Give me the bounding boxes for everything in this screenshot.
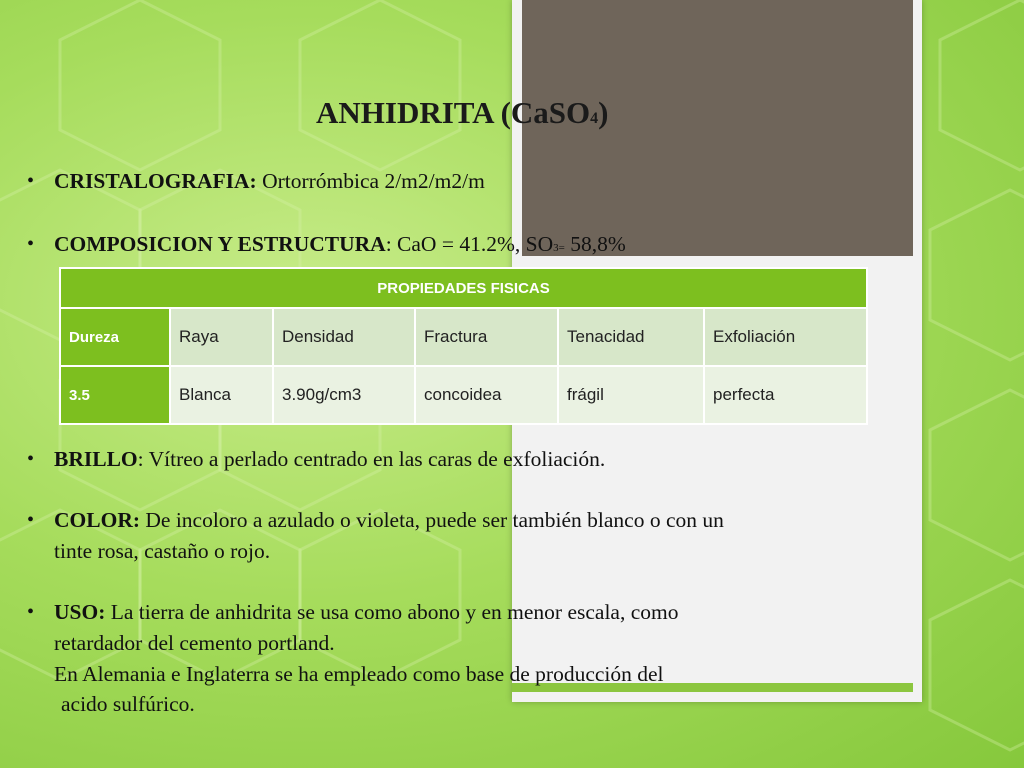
table-cell: Raya [170,308,273,366]
table-cell: Tenacidad [558,308,704,366]
bullet-cristalografia: • CRISTALOGRAFIA: Ortorrómbica 2/m2/m2/m [54,166,954,197]
table-cell: concoidea [415,366,558,424]
slide-title: ANHIDRITA (CaSO4) [316,95,609,130]
bullet-color: • COLOR: De incoloro a azulado o violeta, puede ser también blanco o con un tinte rosa, castaño o rojo. [54,505,954,567]
table-cell: perfecta [704,366,867,424]
table-cell: 3.5 [60,366,170,424]
table-header: PROPIEDADES FISICAS [60,268,867,308]
bullet-uso: • USO: La tierra de anhidrita se usa como abono y en menor escala, como retardador del cemento portland. En Alemania e Inglaterra se ha empleado como base de producción del [54,597,954,690]
bullet-brillo: • BRILLO: Vítreo a perlado centrado en las caras de exfoliación. [54,444,954,475]
table-row-values [60,366,867,424]
physical-properties-table [59,267,868,425]
table-cell: frágil [558,366,704,424]
table-cell: Exfoliación [704,308,867,366]
table-cell: Blanca [170,366,273,424]
uso-continuation: acido sulfúrico. [61,692,195,716]
bullet-composicion: • COMPOSICION Y ESTRUCTURA: CaO = 41.2%, SO3= 58,8% [54,229,954,264]
table-cell: Densidad [273,308,415,366]
table-row-labels [60,308,867,366]
table-cell: 3.90g/cm3 [273,366,415,424]
table-cell: Dureza [60,308,170,366]
table-cell: Fractura [415,308,558,366]
